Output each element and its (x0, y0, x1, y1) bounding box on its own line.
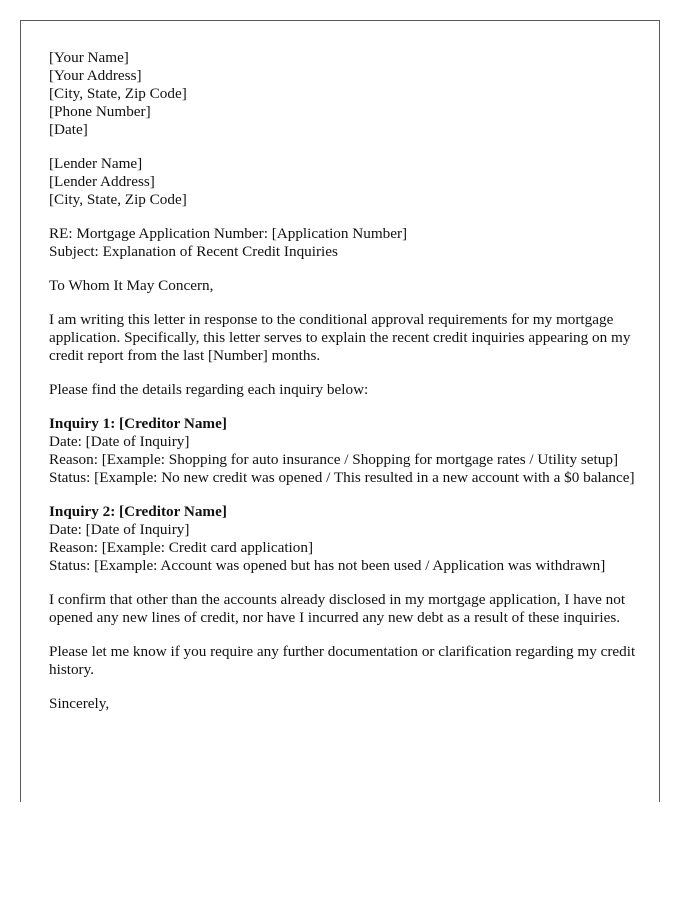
sender-phone: [Phone Number] (49, 103, 151, 120)
sender-city-state-zip: [City, State, Zip Code] (49, 85, 187, 102)
letter-page (20, 20, 660, 802)
inquiry-status: Status: [Example: Account was opened but has not been used / Application was withdrawn] (49, 557, 606, 574)
salutation: To Whom It May Concern, (49, 277, 214, 294)
inquiry-title: Inquiry 1: [Creditor Name] (49, 415, 227, 432)
reference-block (49, 225, 639, 261)
details-intro: Please find the details regarding each inquiry below: (49, 381, 369, 398)
closing-paragraph: Please let me know if you require any further documentation or clarification regarding my credit history. (49, 643, 636, 678)
inquiry-reason: Reason: [Example: Credit card application] (49, 539, 314, 556)
sender-name: [Your Name] (49, 49, 129, 66)
recipient-name: [Lender Name] (49, 155, 143, 172)
intro-paragraph: I am writing this letter in response to the conditional approval requirements for my mortgage application. Specifically, this letter serves to explain the recent credit inquiries appearing on my credit report from the last [Number] months. (49, 311, 631, 364)
letter-content (49, 49, 639, 729)
confirmation-paragraph: I confirm that other than the accounts already disclosed in my mortgage application, I have not opened any new lines of credit, nor have I incurred any new debt as a result of these inquiries. (49, 591, 626, 626)
recipient-city-state-zip: [City, State, Zip Code] (49, 191, 187, 208)
inquiry-date: Date: [Date of Inquiry] (49, 521, 190, 538)
inquiry-2 (49, 503, 639, 575)
letter-date: [Date] (49, 121, 88, 138)
re-line: RE: Mortgage Application Number: [Application Number] (49, 225, 408, 242)
signoff: Sincerely, (49, 695, 110, 712)
sender-address: [Your Address] (49, 67, 142, 84)
recipient-address: [Lender Address] (49, 173, 155, 190)
inquiry-1 (49, 415, 639, 487)
recipient-address-block (49, 155, 639, 209)
inquiry-title: Inquiry 2: [Creditor Name] (49, 503, 227, 520)
inquiry-date: Date: [Date of Inquiry] (49, 433, 190, 450)
sender-address-block (49, 49, 639, 139)
inquiry-reason: Reason: [Example: Shopping for auto insurance / Shopping for mortgage rates / Utility setup] (49, 451, 618, 468)
subject-line: Subject: Explanation of Recent Credit Inquiries (49, 243, 338, 260)
inquiry-status: Status: [Example: No new credit was opened / This resulted in a new account with a $0 balance] (49, 469, 635, 486)
